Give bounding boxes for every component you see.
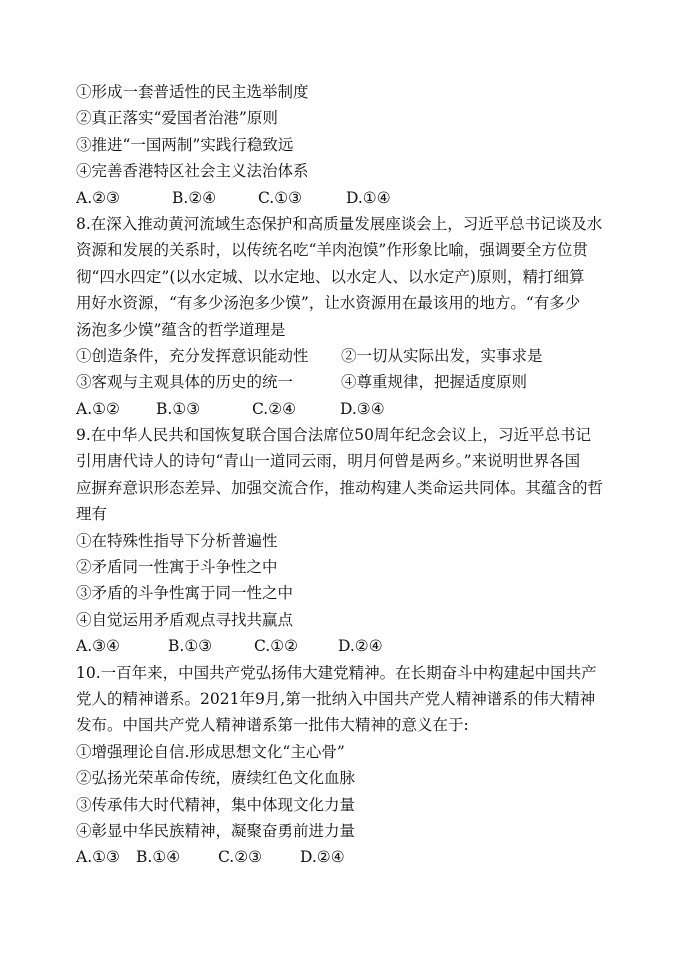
q7-item-3: ③推进“一国两制”实践行稳致远 — [76, 135, 294, 154]
q7-option-c: C.①③ — [258, 188, 303, 207]
q10-item-3: ③传承伟大时代精神，集中体现文化力量 — [76, 795, 356, 814]
q9-stem-line-3: 应摒弃意识形态差异、加强交流合作，推动构建人类命运共同体。其蕴含的哲 — [76, 478, 604, 497]
q9-option-a: A.③④ — [76, 637, 120, 656]
q8-items-row-2 — [76, 369, 616, 395]
q9-item-1: ①在特殊性指导下分析普遍性 — [76, 531, 278, 550]
q8-option-b: B.①③ — [156, 399, 201, 418]
q10-option-b: B.①④ — [136, 848, 181, 867]
q7-item-1: ①形成一套普适性的民主选举制度 — [76, 83, 309, 101]
q10-item-4: ④彰显中华民族精神，凝聚奋勇前进力量 — [76, 821, 356, 840]
q9-stem-line-2: 引用唐代诗人的诗句“青山一道同云雨，明月何曾是两乡。”来说明世界各国 — [76, 452, 581, 471]
q9-item-4: ④自觉运用矛盾观点寻找共赢点 — [76, 610, 294, 629]
q7-item-2: ②真正落实“爱国者治港”原则 — [76, 109, 278, 128]
q7-item-4: ④完善香港特区社会主义法治体系 — [76, 162, 309, 181]
q10-options — [76, 844, 616, 870]
q9-item-3: ③矛盾的斗争性寓于同一性之中 — [76, 584, 294, 603]
q8-stem-line-4: 用好水资源，“有多少汤泡多少馍”，让水资源用在最该用的地方。“有多少 — [76, 294, 581, 313]
q7-option-a: A.②③ — [76, 188, 120, 207]
q8-items-row-1 — [76, 343, 616, 369]
q9-stem-line-4: 理有 — [76, 505, 108, 524]
q8-options — [76, 396, 616, 422]
q8-stem-line-5: 汤泡多少馍”蕴含的哲学道理是 — [76, 320, 286, 339]
q7-option-d: D.①④ — [346, 188, 391, 207]
question-content — [76, 79, 616, 871]
q9-stem-line-1: 9.在中华人民共和国恢复联合国合法席位50周年纪念会议上，习近平总书记 — [76, 426, 592, 445]
q8-stem-line-1: 8.在深入推动黄河流域生态保护和高质量发展座谈会上，习近平总书记谈及水 — [76, 214, 603, 233]
q9-options — [76, 633, 616, 659]
q10-stem-line-2: 党人的精神谱系。2021年9月,第一批纳入中国共产党人精神谱系的伟大精神 — [76, 689, 596, 708]
q8-item-1: ①创造条件，充分发挥意识能动性 — [76, 346, 309, 365]
q8-item-4: ④尊重规律，把握适度原则 — [341, 373, 528, 392]
q10-item-2: ②弘扬光荣革命传统，赓续红色文化血脉 — [76, 769, 356, 788]
q8-option-a: A.①② — [76, 399, 120, 418]
q10-option-c: C.②③ — [218, 848, 263, 867]
q8-option-c: C.②④ — [252, 399, 297, 418]
q7-options — [76, 185, 616, 211]
q7-option-b: B.②④ — [172, 188, 217, 207]
q9-option-b: B.①③ — [168, 637, 213, 656]
q8-item-3: ③客观与主观具体的历史的统一 — [76, 373, 294, 392]
q10-stem-line-1: 10.一百年来，中国共产党弘扬伟大建党精神。在长期奋斗中构建起中国共产 — [76, 663, 597, 682]
q9-option-d: D.②④ — [338, 637, 383, 656]
q10-stem-line-3: 发布。中国共产党人精神谱系第一批伟大精神的意义在于: — [76, 716, 469, 735]
q8-option-d: D.③④ — [340, 399, 385, 418]
q8-stem-line-3: 彻“四水四定”(以水定城、以水定地、以水定人、以水定产)原则，精打细算 — [76, 267, 585, 286]
q10-option-d: D.②④ — [300, 848, 345, 867]
q9-item-2: ②矛盾同一性寓于斗争性之中 — [76, 558, 278, 577]
q9-option-c: C.①② — [254, 637, 299, 656]
q10-item-1: ①增强理论自信.形成思想文化“主心骨” — [76, 742, 345, 761]
q8-item-2: ②一切从实际出发，实事求是 — [341, 346, 543, 365]
q8-stem-line-2: 资源和发展的关系时，以传统名吃“羊肉泡馍”作形象比喻，强调要全方位贯 — [76, 241, 588, 260]
q10-option-a: A.①③ — [76, 848, 120, 867]
